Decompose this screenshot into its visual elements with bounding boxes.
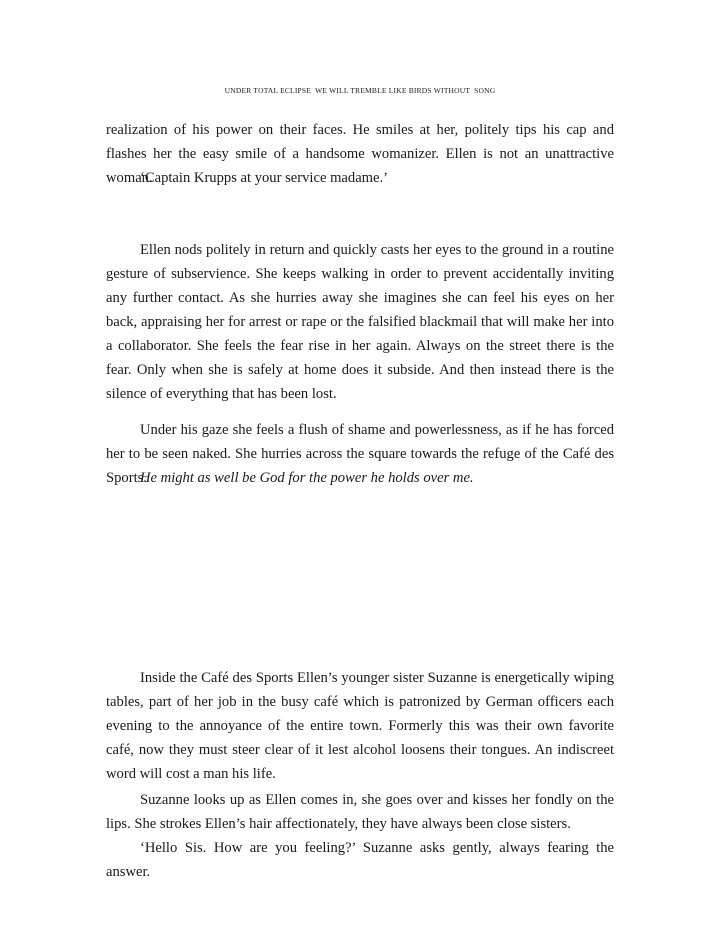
paragraph-suzanne-looks-up: Suzanne looks up as Ellen comes in, she goes over and kisses her fondly on the lips. She strokes Ellen’s hair affectionately, they have always been close sisters. <box>106 792 614 832</box>
paragraph-under-his-gaze: Under his gaze she feels a flush of shame and powerlessness, as if he has forced her to be seen naked. She hurries across the square towards the refuge of the Café des Sports. <box>106 422 614 486</box>
paragraph-inside-cafe: Inside the Café des Sports Ellen’s younger sister Suzanne is energetically wiping tables, part of her job in the busy café which is patronized by German officers each evening to the annoyance of the entire town. Formerly this was their own favorite café, now they must steer clear of it lest alcohol loosens their tongues. An indiscreet word will cost a man his life. <box>106 670 614 782</box>
paragraph-realization: realization of his power on their faces. He smiles at her, politely tips his cap and flashes her the easy smile of a handsome womanizer. Ellen is not an unattractive woman. <box>106 122 614 186</box>
paragraph-captain-greeting: ‘Captain Krupps at your service madame.’ <box>140 170 389 186</box>
paragraph-ellen-nods: Ellen nods politely in return and quickly casts her eyes to the ground in a routine gesture of subservience. She keeps walking in order to prevent accidentally inviting any further contact. As she hurries away she imagines she can feel his eyes on her back, appraising her for arrest or rape or the falsified blackmail that will make her into a collaborator. She feels the fear rise in her again. Always on the street there is the fear. Only when she is safely at home does it subside. And then instead there is the silence of everything that has been lost. <box>106 242 614 402</box>
paragraph-inner-thought: He might as well be God for the power he holds over me. <box>140 470 474 486</box>
running-header: UNDER TOTAL ECLIPSE WE WILL TREMBLE LIKE BIRDS WITHOUT SONG <box>224 86 496 95</box>
paragraph-hello-sis: ‘Hello Sis. How are you feeling?’ Suzanne asks gently, always fearing the answer. <box>106 840 614 880</box>
